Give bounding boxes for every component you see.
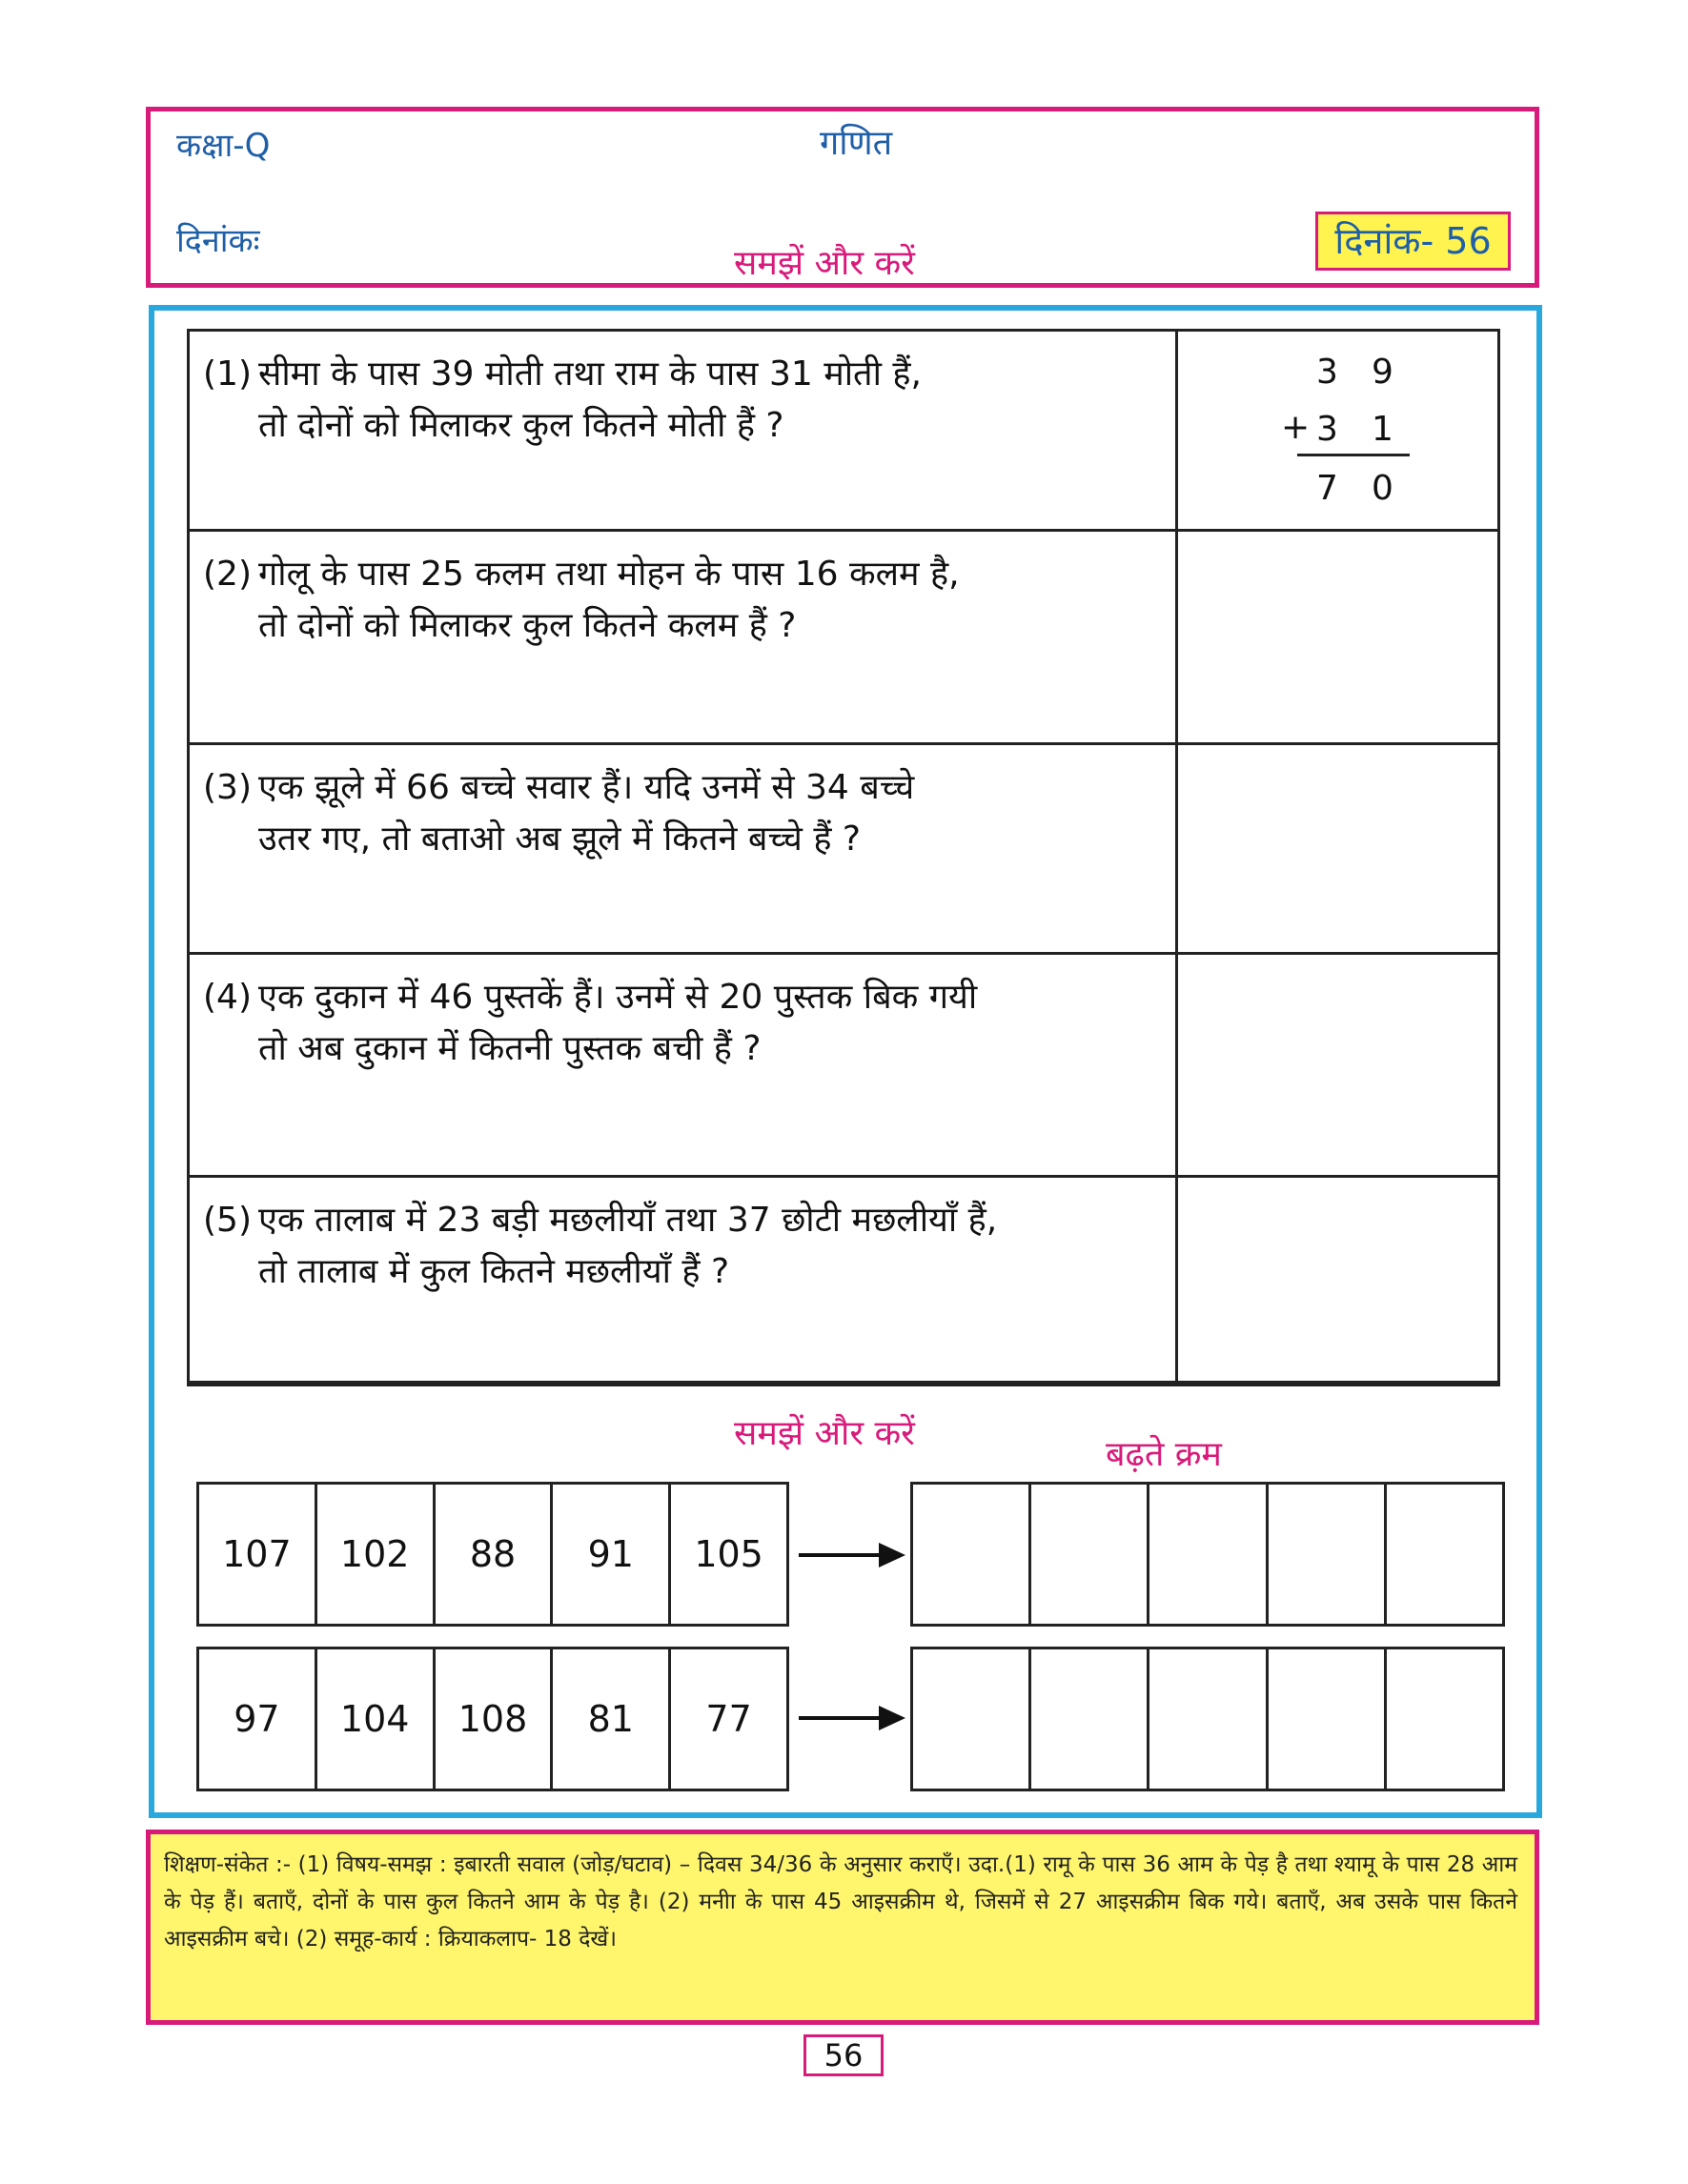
question-line: गोलू के पास 25 कलम तथा मोहन के पास 16 कलम है, bbox=[258, 555, 960, 594]
question-number: (2) bbox=[203, 555, 252, 594]
question-line: तो दोनों को मिलाकर कुल कितने कलम हैं ? bbox=[258, 606, 797, 645]
number-row bbox=[196, 1482, 789, 1627]
answer-cell[interactable] bbox=[1269, 1485, 1387, 1624]
answer-cell[interactable] bbox=[913, 1649, 1031, 1789]
question-line: एक दुकान में 46 पुस्तकें हैं। उनमें से 20 पुस्तक बिक गयी bbox=[258, 978, 978, 1017]
section-title-ordering: समझें और करें bbox=[734, 1414, 915, 1453]
number-cell: 97 bbox=[199, 1649, 317, 1789]
answer-cell[interactable] bbox=[913, 1485, 1031, 1624]
questions-table bbox=[187, 329, 1500, 1386]
answer-row bbox=[910, 1647, 1505, 1791]
question-number: (3) bbox=[203, 768, 252, 807]
example-digit: 9 bbox=[1372, 353, 1393, 392]
question-number: (4) bbox=[203, 978, 252, 1017]
answer-cell[interactable] bbox=[1387, 1485, 1502, 1624]
number-cell: 81 bbox=[553, 1649, 671, 1789]
question-line: तो दोनों को मिलाकर कुल कितने मोती हैं ? bbox=[258, 406, 784, 445]
answer-cell[interactable] bbox=[1031, 1485, 1149, 1624]
example-digit: 3 bbox=[1316, 353, 1338, 392]
answer-cell[interactable] bbox=[1269, 1649, 1387, 1789]
answer-cell[interactable] bbox=[1149, 1649, 1268, 1789]
question-row bbox=[190, 332, 1497, 532]
example-sum-line bbox=[1297, 454, 1410, 456]
section-title: समझें और करें bbox=[734, 244, 915, 283]
question-row bbox=[190, 955, 1497, 1178]
question-row bbox=[190, 532, 1497, 745]
example-digit: 1 bbox=[1372, 410, 1393, 449]
subject-label: गणित bbox=[820, 124, 893, 163]
class-label: कक्षा-Q bbox=[176, 127, 271, 165]
example-operator: + bbox=[1281, 408, 1311, 447]
arrow-right-icon bbox=[799, 1704, 905, 1732]
example-digit: 0 bbox=[1372, 469, 1393, 508]
number-cell: 102 bbox=[317, 1485, 436, 1624]
answer-cell[interactable] bbox=[1031, 1649, 1149, 1789]
number-cell: 91 bbox=[553, 1485, 671, 1624]
question-text bbox=[203, 1195, 1166, 1298]
question-text bbox=[203, 549, 1166, 652]
page-number: 56 bbox=[803, 2034, 884, 2076]
question-line: तो अब दुकान में कितनी पुस्तक बची हैं ? bbox=[258, 1029, 762, 1068]
example-digit: 7 bbox=[1316, 469, 1338, 508]
number-cell: 107 bbox=[199, 1485, 317, 1624]
day-badge: दिनांक- 56 bbox=[1315, 212, 1511, 271]
answer-column-divider bbox=[1175, 332, 1178, 1384]
number-cell: 105 bbox=[694, 1533, 763, 1575]
date-label: दिनांकः bbox=[176, 222, 260, 260]
question-number: (5) bbox=[203, 1201, 252, 1240]
answer-cell[interactable] bbox=[1387, 1649, 1502, 1789]
question-row bbox=[190, 1178, 1497, 1384]
question-text bbox=[203, 349, 1166, 452]
arrow-right-icon bbox=[799, 1541, 905, 1569]
number-cell: 77 bbox=[705, 1698, 752, 1740]
teaching-note-text: शिक्षण-संकेत :- (1) विषय-समझ : इबारती सवाल (जोड़/घटाव) – दिवस 34/36 के अनुसार कराएँ। उदा.(1) रामू के पास 36 आम के पेड़ है तथा श्यामू के पास 28 आम के पेड़ हैं। बताएँ, दोनों के पास कुल कितने आम के पेड़ है। (2) मनीा के पास 45 आइसक्रीम थे, जिसमें से 27 आइसक्रीम बिक गये। बताएँ, अब उसके पास कितने आइसक्रीम बचे। (2) समूह-कार्य : क्रियाकलाप- 18 देखें। bbox=[164, 1852, 1517, 1951]
ascending-order-label: बढ़ते क्रम bbox=[1106, 1435, 1222, 1474]
number-cell: 104 bbox=[317, 1649, 436, 1789]
question-line: एक झूले में 66 बच्चे सवार हैं। यदि उनमें से 34 बच्चे bbox=[258, 768, 915, 807]
number-cell: 108 bbox=[436, 1649, 554, 1789]
answer-cell[interactable] bbox=[1149, 1485, 1268, 1624]
question-line: एक तालाब में 23 बड़ी मछलीयाँ तथा 37 छोटी मछलीयाँ हैं, bbox=[258, 1201, 998, 1240]
number-cell: 88 bbox=[436, 1485, 554, 1624]
question-text bbox=[203, 762, 1166, 865]
question-line: तो तालाब में कुल कितने मछलीयाँ हैं ? bbox=[258, 1252, 730, 1291]
question-line: सीमा के पास 39 मोती तथा राम के पास 31 मोती हैं, bbox=[258, 354, 922, 394]
number-row bbox=[196, 1647, 789, 1791]
question-row bbox=[190, 745, 1497, 955]
question-number: (1) bbox=[203, 354, 252, 394]
question-line: उतर गए, तो बताओ अब झूले में कितने बच्चे हैं ? bbox=[258, 819, 861, 859]
answer-row bbox=[910, 1482, 1505, 1627]
question-text bbox=[203, 972, 1166, 1075]
example-digit: 3 bbox=[1316, 410, 1338, 449]
